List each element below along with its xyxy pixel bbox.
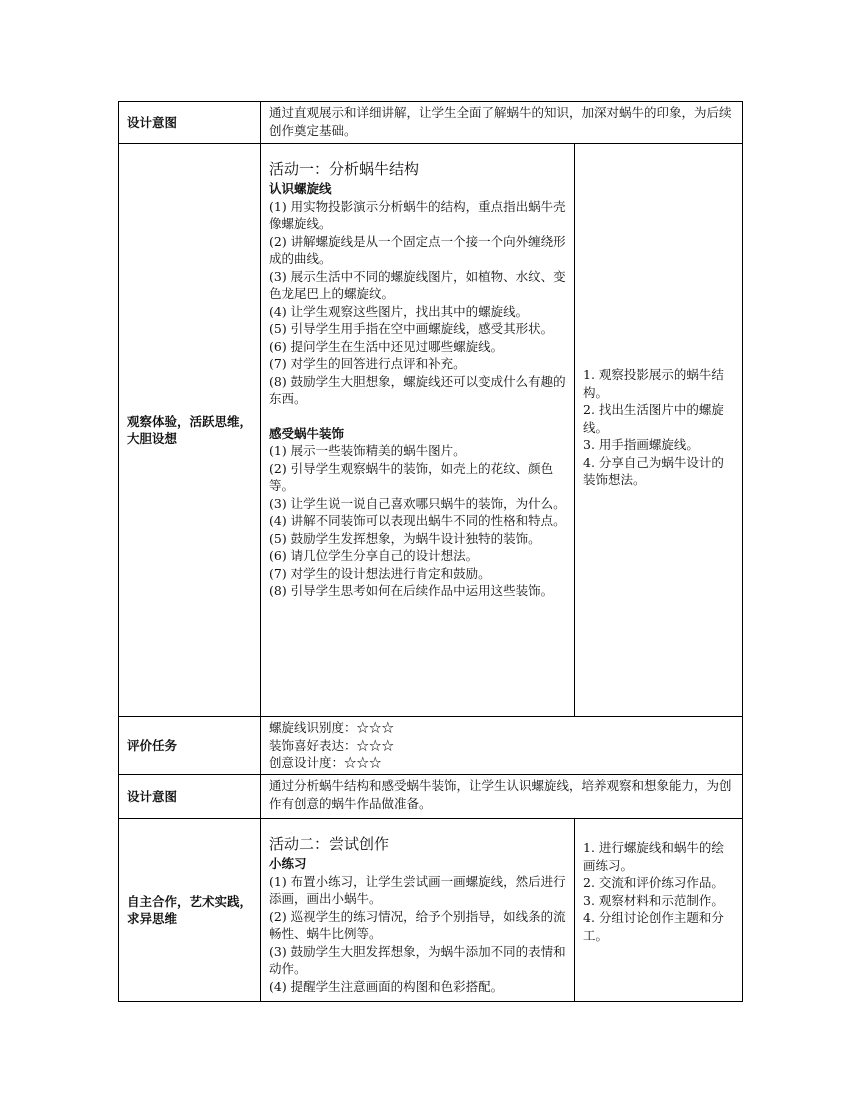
list-item: 3. 用手指画螺旋线。: [583, 437, 699, 452]
student-list: [583, 366, 734, 489]
student-activity-cell: [575, 144, 743, 717]
row-content: 通过分析蜗牛结构和感受蜗牛装饰，让学生认识螺旋线，培养观察和想象能力，为创作有创意的蜗牛作品做准备。: [261, 775, 743, 819]
section-title: 感受蜗牛装饰: [269, 425, 345, 441]
row-evaluation: [119, 717, 743, 775]
list-item: (1) 展示一些装饰精美的蜗牛图片。: [269, 443, 466, 458]
row-label: 观察体验，活跃思维，大胆设想: [119, 144, 261, 717]
list-item: (1) 布置小练习，让学生尝试画一画螺旋线，然后进行添画，画出小蜗牛。: [269, 873, 566, 906]
row-label: 设计意图: [119, 775, 261, 819]
list-item: (4) 讲解不同装饰可以表现出蜗牛不同的性格和特点。: [269, 513, 566, 528]
row-observe: [119, 144, 743, 717]
list-item: (2) 引导学生观察蜗牛的装饰，如壳上的花纹、颜色等。: [269, 460, 554, 493]
activity-title: 活动一：分析蜗牛结构: [269, 160, 420, 178]
student-activity-cell: [575, 819, 743, 1002]
list-item: (3) 让学生说一说自己喜欢哪只蜗牛的装饰，为什么。: [269, 495, 566, 511]
student-list: [583, 839, 734, 944]
list-item: (7) 对学生的设计想法进行肯定和鼓励。: [269, 565, 491, 581]
list-item: 2. 找出生活图片中的螺旋线。: [583, 402, 724, 435]
teacher-activity-cell: [261, 144, 575, 717]
row-label: 设计意图: [119, 102, 261, 144]
section-title: 小练习: [269, 856, 307, 871]
list-item: (6) 提问学生在生活中还见过哪些螺旋线。: [269, 338, 504, 354]
list-item: 3. 观察材料和示范制作。: [583, 892, 724, 908]
list-item: 1. 进行螺旋线和蜗牛的绘画练习。: [583, 840, 724, 873]
evaluation-item: 螺旋线识别度：☆☆☆: [269, 720, 395, 735]
list-item: (1) 用实物投影演示分析蜗牛的结构，重点指出蜗牛壳像螺旋线。: [269, 198, 566, 231]
lesson-plan-table: [118, 101, 743, 1002]
activity-title: 活动二：尝试创作: [269, 835, 390, 853]
list-item: (3) 鼓励学生大胆发挥想象，为蜗牛添加不同的表情和动作。: [269, 943, 566, 976]
evaluation-item: 装饰喜好表达：☆☆☆: [269, 737, 395, 753]
list-item: (5) 引导学生用手指在空中画螺旋线，感受其形状。: [269, 321, 554, 336]
row-create: [119, 819, 743, 1002]
row-design-intent-2: [119, 775, 743, 819]
list-item: (8) 引导学生思考如何在后续作品中运用这些装饰。: [269, 583, 554, 598]
evaluation-item: 创意设计度：☆☆☆: [269, 755, 382, 770]
list-item: 1. 观察投影展示的蜗牛结构。: [583, 367, 724, 400]
list-item: (3) 展示生活中不同的螺旋线图片，如植物、水纹、变色龙尾巴上的螺旋纹。: [269, 268, 566, 301]
list-item: (8) 鼓励学生大胆想象，螺旋线还可以变成什么有趣的东西。: [269, 373, 566, 406]
row-design-intent-1: [119, 102, 743, 144]
list-item: (5) 鼓励学生发挥想象，为蜗牛设计独特的装饰。: [269, 530, 541, 546]
list-item: (6) 请几位学生分享自己的设计想法。: [269, 548, 479, 563]
section-title: 认识螺旋线: [269, 181, 332, 196]
list-item: 2. 交流和评价练习作品。: [583, 875, 724, 890]
spacer: [269, 408, 566, 425]
row-content: 通过直观展示和详细讲解，让学生全面了解蜗牛的知识，加深对蜗牛的印象，为后续创作奠定基础。: [261, 102, 743, 144]
row-content: [261, 717, 743, 775]
row-label: 自主合作，艺术实践，求异思维: [119, 819, 261, 1002]
list-item: 4. 分组讨论创作主题和分工。: [583, 910, 724, 943]
list-item: (4) 让学生观察这些图片，找出其中的螺旋线。: [269, 303, 529, 319]
teacher-activity-cell: [261, 819, 575, 1002]
row-label: 评价任务: [119, 717, 261, 775]
list-item: (2) 讲解螺旋线是从一个固定点一个接一个向外缠绕形成的曲线。: [269, 233, 566, 266]
list-item: (7) 对学生的回答进行点评和补充。: [269, 356, 466, 371]
list-item: (2) 巡视学生的练习情况，给予个别指导，如线条的流畅性、蜗牛比例等。: [269, 908, 566, 941]
list-item: (4) 提醒学生注意画面的构图和色彩搭配。: [269, 978, 504, 994]
list-item: 4. 分享自己为蜗牛设计的装饰想法。: [583, 454, 724, 487]
